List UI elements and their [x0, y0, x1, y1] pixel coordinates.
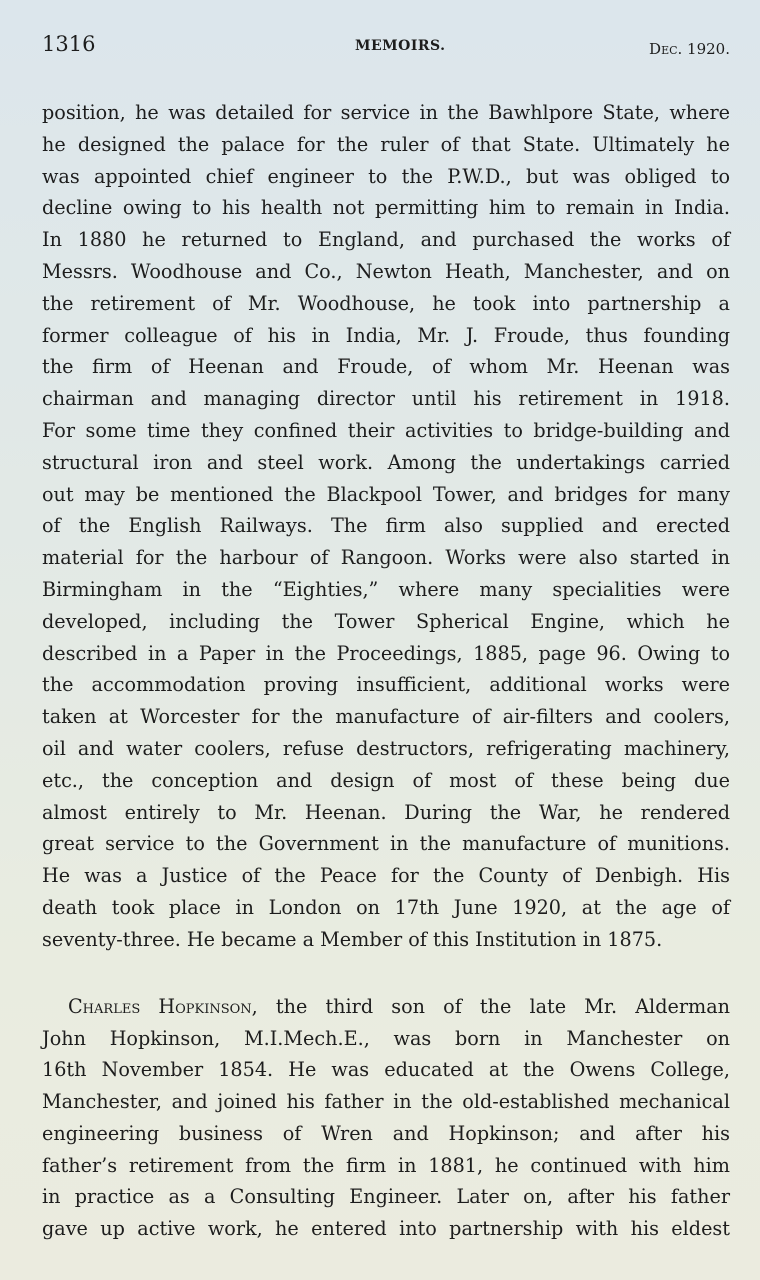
line-text: the third son of the late Mr. Alderman	[275, 995, 730, 1018]
text-line: he designed the palace for the ruler of that State. Ultimately he	[42, 132, 730, 156]
text-line: structural iron and steel work. Among the undertakings carried	[42, 450, 730, 474]
text-line: decline owing to his health not permitting him to remain in India.	[42, 196, 730, 220]
text-line: 16th November 1854. He was educated at the Owens College,	[42, 1058, 730, 1082]
header-date: Dec. 1920.	[649, 40, 730, 58]
text-line: gave up active work, he entered into partnership with his eldest	[42, 1216, 730, 1240]
text-line: In 1880 he returned to England, and purchased the works of	[42, 228, 730, 252]
text-line: Birmingham in the “Eighties,” where many specialities were	[42, 578, 730, 601]
text-line: For some time they confined their activities to bridge-building and	[42, 419, 730, 442]
memoir-subject-name: Charles Hopkinson,	[68, 995, 258, 1018]
text-line: developed, including the Tower Spherical Engine, which he	[42, 609, 730, 633]
text-line	[68, 995, 730, 1019]
text-line: the retirement of Mr. Woodhouse, he took into partnership a	[42, 291, 730, 315]
running-title: MEMOIRS.	[355, 38, 446, 54]
page-number: 1316	[42, 32, 96, 56]
text-line: the firm of Heenan and Froude, of whom Mr. Heenan was	[42, 355, 730, 379]
text-line: engineering business of Wren and Hopkinson; and after his	[42, 1121, 730, 1145]
text-line: Manchester, and joined his father in the old-established mechanical	[42, 1090, 730, 1114]
text-line: father’s retirement from the firm in 1881, he continued with him	[42, 1153, 730, 1177]
text-line: etc., the conception and design of most of these being due	[42, 768, 730, 792]
text-line: seventy-three. He became a Member of this Institution in 1875.	[42, 927, 663, 951]
text-line: material for the harbour of Rangoon. Works were also started in	[42, 546, 730, 570]
text-line: the accommodation proving insufficient, additional works were	[42, 673, 730, 697]
text-line: Messrs. Woodhouse and Co., Newton Heath, Manchester, and on	[42, 260, 730, 283]
text-line: He was a Justice of the Peace for the County of Denbigh. His	[42, 864, 730, 888]
text-line: of the English Railways. The firm also supplied and erected	[42, 514, 730, 538]
text-line: John Hopkinson, M.I.Mech.E., was born in Manchester on	[42, 1026, 730, 1050]
text-line: almost entirely to Mr. Heenan. During the War, he rendered	[42, 800, 730, 824]
text-line: taken at Worcester for the manufacture of air-filters and coolers,	[42, 705, 730, 729]
text-line: oil and water coolers, refuse destructors, refrigerating machinery,	[42, 737, 730, 760]
text-line: great service to the Government in the manufacture of munitions.	[42, 832, 730, 856]
text-line: death took place in London on 17th June 1920, at the age of	[42, 896, 730, 919]
text-line: former colleague of his in India, Mr. J. Froude, thus founding	[42, 323, 730, 347]
text-line: described in a Paper in the Proceedings, 1885, page 96. Owing to	[42, 641, 730, 665]
text-line: out may be mentioned the Blackpool Tower, and bridges for many	[42, 482, 730, 506]
text-line: in practice as a Consulting Engineer. Later on, after his father	[42, 1185, 730, 1209]
text-line: position, he was detailed for service in the Bawhlpore State, where	[42, 101, 730, 124]
text-line: chairman and managing director until his retirement in 1918.	[42, 387, 730, 411]
text-line: was appointed chief engineer to the P.W.D., but was obliged to	[42, 164, 730, 188]
